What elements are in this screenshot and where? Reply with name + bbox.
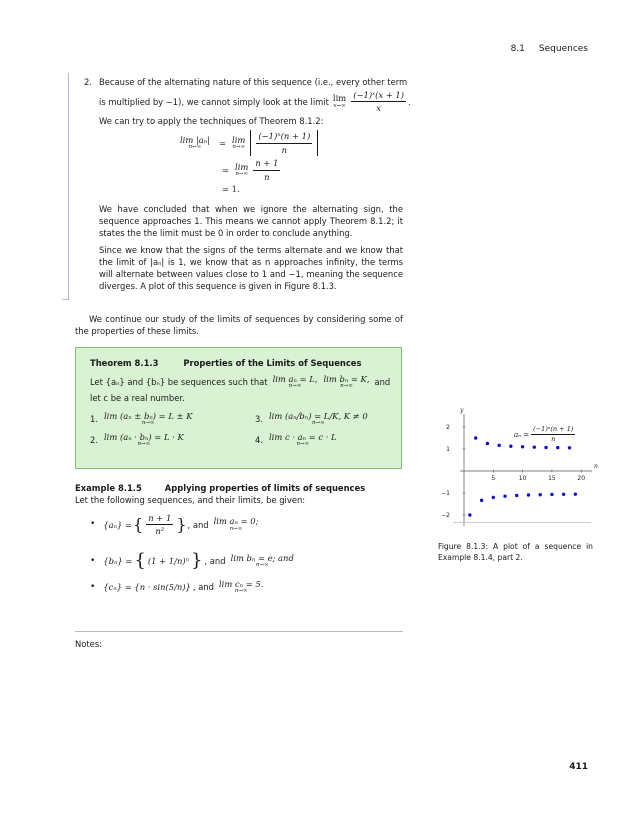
seq-b-and: , and (204, 555, 226, 566)
limit-fraction: $\frac{\text{(−1)ˣ(x + 1)}}{x}$ (353, 90, 405, 114)
theorem-properties (90, 412, 390, 448)
seq-b-limit: lim bₙ = e; and n→∞ (230, 552, 294, 568)
seq-c-and: , and (192, 582, 214, 593)
data-point (538, 493, 541, 496)
seq-a-label: {aₙ} = (103, 519, 133, 530)
data-point (486, 442, 489, 445)
property-expression: lim c · aₙ = c · L n→∞ (269, 431, 337, 448)
y-tick-label: −2 (441, 512, 450, 519)
limit-operator: lim x→∞ (332, 93, 347, 109)
theorem-limit-a: lim aₙ = L, n→∞ (272, 374, 318, 390)
deriv-fraction1: $\frac{\text{(−1)ⁿ(n + 1)}}{n}$ (258, 131, 311, 155)
page-number: 411 (569, 762, 588, 772)
example-title: Applying properties of limits of sequences (164, 483, 366, 493)
brace-left: { (133, 515, 144, 535)
example-intro: Let the following sequences, and their limits, be given: (75, 495, 306, 506)
theorem-intro-line1 (90, 375, 390, 390)
bullet-c (90, 580, 266, 595)
seq-c-expression: {cₙ} = {n · sin(5/n)} (103, 582, 191, 593)
property-expression: lim (aₙ/bₙ) = L/K, K ≠ 0 n→∞ (269, 411, 368, 427)
seq-a-fraction: $\frac{n + 1}{\text{n²}}$ (148, 513, 172, 537)
example-label: Example 8.1.5 (75, 483, 142, 493)
seq-a-and: , and (187, 519, 209, 530)
y-axis-label: y (460, 408, 464, 414)
bullet-b (90, 548, 297, 574)
continue-paragraph: We continue our study of the limits of sequences by considering some of the properties of these limits. (75, 314, 403, 337)
derivation (180, 129, 380, 195)
notes-divider (75, 631, 403, 632)
item2-line2-text: is multiplied by −1), we cannot simply look at the limit (99, 96, 329, 107)
bullet-dot: • (90, 581, 96, 592)
formula-lhs: aₙ = (514, 430, 530, 439)
deriv-lhs: lim |aₙ| n→∞ (180, 134, 210, 150)
bullet-dot: • (90, 519, 96, 530)
running-header (497, 43, 588, 56)
theorem-property-1 (90, 412, 255, 427)
property-number: 2. (90, 435, 98, 446)
item2-line3: We can try to apply the techniques of Theorem 8.1.2: (99, 115, 324, 126)
theorem-label: Theorem 8.1.3 (90, 358, 159, 368)
property-expression: lim (aₙ ± bₙ) = L ± K n→∞ (104, 411, 193, 427)
data-point (521, 445, 524, 448)
theorem-property-2 (90, 433, 255, 448)
data-point (509, 445, 512, 448)
property-expression: lim (aₙ · bₙ) = L · K n→∞ (104, 431, 184, 448)
data-point (527, 493, 530, 496)
data-point (550, 493, 553, 496)
theorem-property-4 (255, 433, 395, 448)
seq-c-limit: lim cₙ = 5. n→∞ (218, 579, 264, 595)
data-point (468, 513, 471, 516)
theorem-intro-text: Let {aₙ} and {bₙ} be sequences such that (90, 377, 268, 388)
item2-para1: We have concluded that when we ignore the alternating sign, the sequence approaches 1. This means we cannot apply Theorem 8.1.2; it states the the limit must be 0 in order to conclude anything. (99, 204, 403, 239)
theorem-title: Properties of the Limits of Sequences (183, 358, 362, 368)
data-point (474, 436, 477, 439)
brace-right: } (176, 515, 187, 535)
theorem-heading (90, 357, 361, 369)
bullet-dot: • (90, 555, 96, 566)
theorem-box (75, 347, 402, 469)
theorem-property-3 (255, 412, 395, 427)
plot-formula (514, 425, 577, 445)
data-point (574, 492, 577, 495)
margin-bar (68, 73, 69, 299)
x-tick-label: 10 (518, 475, 527, 482)
item2-para2: Since we know that the signs of the terms alternate and we know that the limit of |aₙ| is 1, we know that as n approaches infinity, the terms will alternate between values close to 1 and −1, meaning the sequence diverges. A plot of this sequence is given in Figure 8.1.3. (99, 244, 403, 292)
limit-period: . (408, 96, 411, 107)
abs-bars (250, 130, 318, 155)
seq-a-limit: lim aₙ = 0; n→∞ (213, 516, 259, 532)
section-number: 8.1 (510, 44, 525, 54)
seq-b-expression: (1 + 1/n)ⁿ (147, 555, 190, 566)
margin-bar-foot (62, 299, 69, 300)
data-point (492, 496, 495, 499)
brace-right: } (191, 550, 203, 571)
x-tick-label: 15 (548, 475, 556, 482)
data-point (568, 446, 571, 449)
data-point (556, 446, 559, 449)
x-tick-label: 20 (577, 475, 586, 482)
data-point (544, 446, 547, 449)
data-point (480, 499, 483, 502)
deriv-fraction2: $\frac{n + 1}{n}$ (255, 158, 279, 182)
formula-fraction: $\frac{\text{(−1)ⁿ(n + 1)}}{n}$ (533, 425, 574, 444)
property-number: 4. (255, 435, 263, 446)
eq-sign: = (219, 137, 227, 148)
data-point (503, 494, 506, 497)
item-number: 2. (84, 77, 92, 87)
y-tick-label: 1 (446, 446, 450, 453)
deriv-lim1: lim n→∞ (232, 134, 246, 150)
data-point (515, 494, 518, 497)
data-point (497, 444, 500, 447)
data-point (562, 493, 565, 496)
theorem-intro-line2: let c be a real number. (90, 393, 185, 403)
y-tick-label: 2 (446, 424, 450, 431)
theorem-limit-b: lim bₙ = K, n→∞ (323, 374, 370, 390)
x-axis-label: n (594, 463, 598, 470)
data-point (533, 445, 536, 448)
x-tick-label: 5 (491, 475, 496, 482)
item2-line1: Because of the alternating nature of this sequence (i.e., every other term (99, 77, 408, 87)
brace-left: { (134, 550, 146, 571)
figure-caption: Figure 8.1.3: A plot of a sequence in Example 8.1.4, part 2. (438, 542, 593, 562)
eq-sign-2: = (222, 164, 230, 175)
example-heading (75, 482, 405, 494)
deriv-lim2: lim n→∞ (235, 161, 249, 177)
property-number: 1. (90, 414, 98, 425)
item2-paragraphs (99, 203, 403, 292)
theorem-intro-and: and (374, 377, 391, 388)
figure-divider (453, 522, 591, 523)
example (75, 482, 405, 506)
y-tick-label: −1 (441, 490, 450, 497)
section-title: Sequences (538, 44, 588, 54)
bullet-a (90, 512, 261, 537)
item2-line2 (99, 89, 409, 114)
item-2 (84, 76, 409, 127)
notes-label: Notes: (75, 639, 103, 649)
seq-b-label: {bₙ} = (103, 555, 133, 566)
deriv-result: = 1. (222, 184, 240, 194)
property-number: 3. (255, 414, 263, 425)
